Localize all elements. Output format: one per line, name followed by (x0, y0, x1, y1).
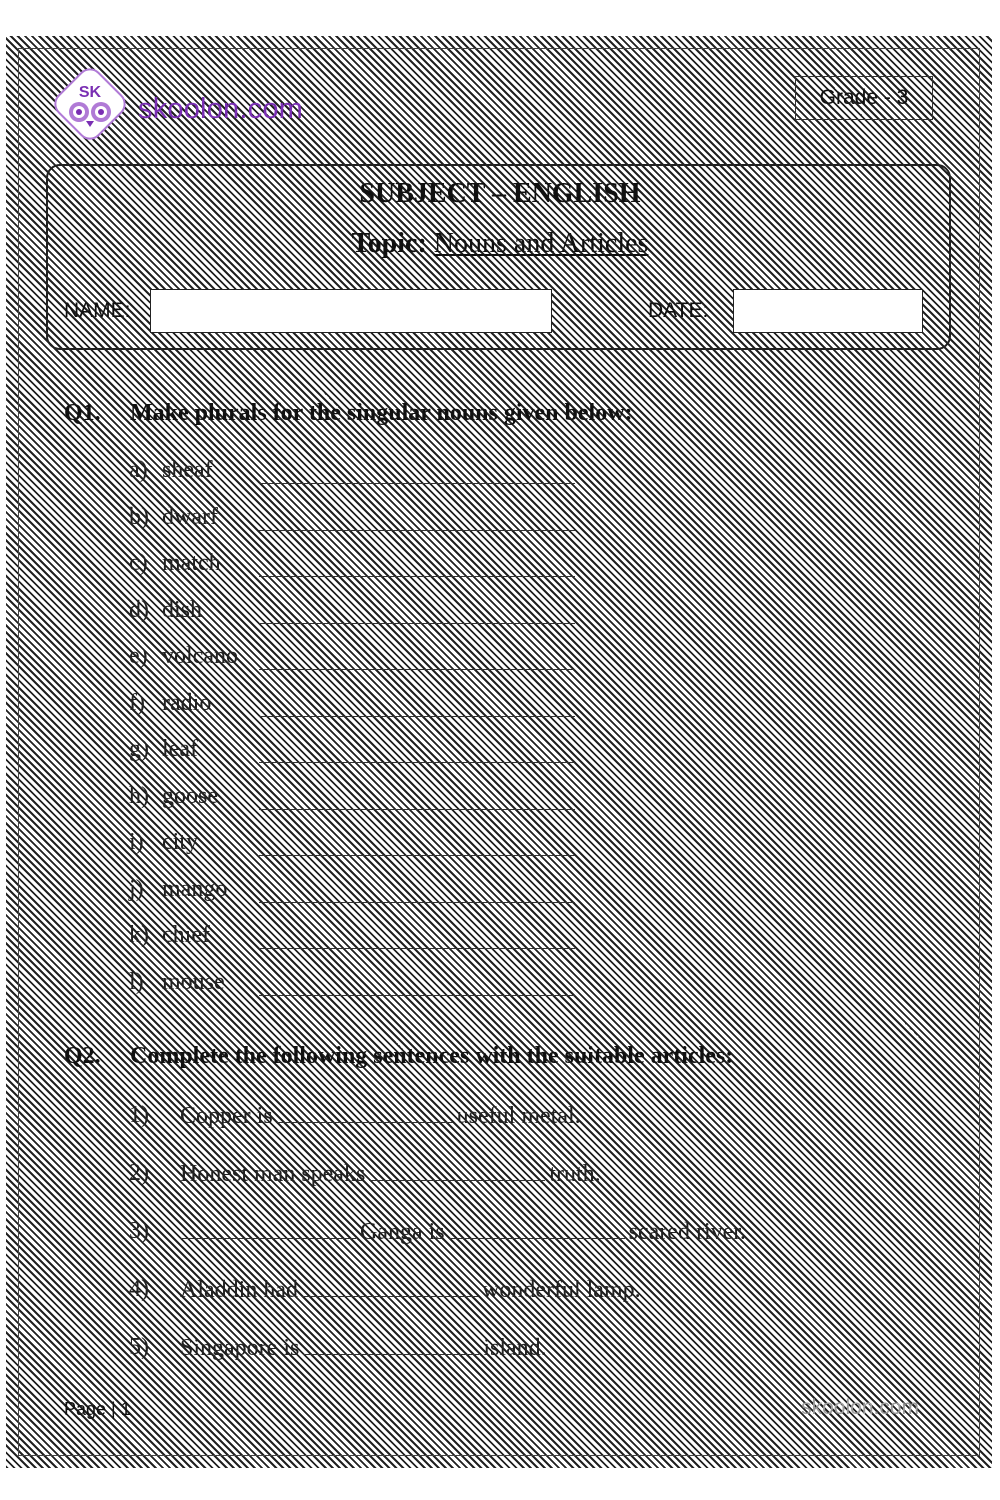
item-letter: c) (129, 550, 148, 576)
answer-line[interactable] (259, 669, 575, 670)
item-word: volcano (162, 643, 238, 669)
q2-heading (64, 1043, 733, 1070)
item-word: mango (162, 876, 228, 902)
sentence-text-before: Singapore is (180, 1335, 300, 1361)
item-word: leaf (162, 736, 198, 762)
item-letter: a) (129, 457, 148, 483)
footer-site: skoolon.com (801, 1396, 919, 1419)
answer-line[interactable] (259, 576, 575, 577)
owl-logo-icon (50, 64, 130, 144)
sentence-number: 1) (129, 1102, 149, 1128)
item-letter: g) (129, 736, 149, 762)
item-word: mouse (162, 969, 225, 995)
q1-heading (64, 400, 633, 427)
brand-name: skoolon.com (138, 93, 303, 125)
item-letter: k) (129, 922, 149, 948)
date-label: DATE: (648, 299, 709, 322)
item-word: match (162, 550, 221, 576)
answer-line[interactable] (259, 995, 575, 996)
sentence-text-after: wonderful lamp. (481, 1277, 641, 1303)
sentence-text-before: Honest man speaks (180, 1161, 366, 1187)
topic-line (0, 228, 1000, 260)
answer-line[interactable] (259, 623, 575, 624)
item-letter: l) (129, 969, 144, 995)
q2-text: Complete the following sentences with the suitable articles: (130, 1043, 734, 1069)
grade-badge: Grade - 3 (795, 76, 933, 120)
answer-blank[interactable] (369, 1160, 545, 1181)
item-letter: i) (129, 829, 144, 855)
item-word: city (162, 829, 198, 855)
item-letter: j) (129, 876, 144, 902)
answer-line[interactable] (259, 530, 575, 531)
item-letter: e) (129, 643, 148, 669)
sentence-text-after: island. (483, 1335, 547, 1361)
sentence-text-after: truth. (549, 1161, 601, 1187)
answer-blank[interactable] (303, 1334, 479, 1355)
sentence-number: 5) (129, 1334, 149, 1360)
answer-line[interactable] (259, 855, 575, 856)
item-word: dwarf (162, 504, 218, 530)
answer-line[interactable] (259, 809, 575, 810)
page-number: Page | 1 (64, 1399, 131, 1419)
q1-text: Make plurals for the singular nouns given below: (130, 400, 633, 426)
subject-title: SUBJECT – ENGLISH (359, 178, 641, 209)
item-word: goose (162, 783, 218, 809)
item-word: dish (162, 597, 203, 623)
sentence-text-middle: Ganga is (360, 1219, 445, 1245)
answer-line[interactable] (259, 483, 575, 484)
item-word: radio (162, 690, 212, 716)
q2-number: Q2. (64, 1043, 101, 1069)
q1-number: Q1. (64, 400, 101, 426)
item-word: sheaf (162, 457, 213, 483)
item-letter: f) (129, 690, 145, 716)
topic-label: Topic: (351, 228, 427, 259)
item-letter: b) (129, 504, 149, 530)
item-word: chief (162, 922, 210, 948)
answer-blank[interactable] (180, 1218, 356, 1239)
name-field[interactable] (150, 289, 552, 333)
sentence-number: 4) (129, 1276, 149, 1302)
sentence-text-before: Copper is (180, 1103, 273, 1129)
item-letter: d) (129, 597, 149, 623)
sentence-number: 2) (129, 1160, 149, 1186)
answer-blank[interactable] (277, 1102, 453, 1123)
sentence-number: 3) (129, 1218, 149, 1244)
sentence-text-after: scared river. (628, 1219, 746, 1245)
answer-line[interactable] (259, 948, 575, 949)
sentence-text-before: Aladdin had (180, 1277, 298, 1303)
date-field[interactable] (733, 289, 923, 333)
answer-blank[interactable] (302, 1276, 478, 1297)
answer-line[interactable] (259, 716, 575, 717)
answer-line[interactable] (259, 902, 575, 903)
answer-blank[interactable] (449, 1218, 625, 1239)
item-letter: h) (129, 783, 149, 809)
topic-value: Nouns and Articles (433, 228, 649, 259)
sentence-text-after: useful metal. (456, 1103, 581, 1129)
answer-line[interactable] (259, 762, 575, 763)
logo-initials: SK (78, 84, 102, 101)
name-label: NAME: (64, 299, 131, 322)
